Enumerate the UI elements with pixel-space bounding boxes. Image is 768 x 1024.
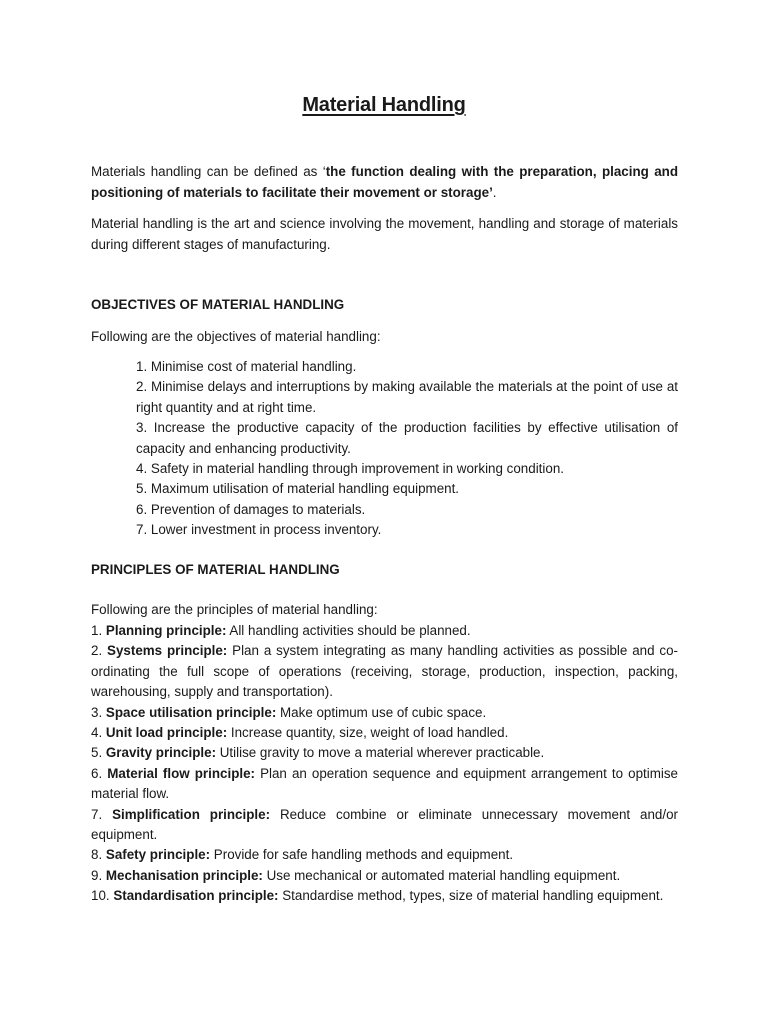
objective-item: 1. Minimise cost of material handling. [136, 359, 357, 374]
principles-lead: Following are the principles of material handling: [91, 602, 378, 617]
intro-definition-prefix: Materials handling can be defined as ‘ [91, 164, 326, 179]
principle-number: 1. [91, 623, 106, 638]
principle-number: 9. [91, 867, 106, 883]
objective-item: 4. Safety in material handling through improvement in working condition. [136, 461, 564, 477]
principle-name: Standardisation principle: [113, 888, 279, 904]
principle-item [91, 743, 678, 763]
principle-number: 7. [91, 806, 113, 822]
principle-item [91, 723, 678, 743]
objective-item: 3. Increase the productive capacity of the production facilities by effective utilisation of capacity and enhancing productivity. [136, 420, 678, 456]
principle-number: 3. [91, 704, 106, 720]
objective-item: 5. Maximum utilisation of material handling equipment. [136, 481, 460, 497]
principle-name: Planning principle: [105, 623, 227, 638]
objectives-lead: Following are the objectives of material handling: [91, 329, 381, 344]
intro-definition-bold: the function dealing with the preparation, placing and positioning of materials to facilitate their movement or storage’ [91, 164, 678, 200]
principle-name: Unit load principle: [105, 725, 228, 741]
principle-name: Space utilisation principle: [105, 704, 277, 720]
principle-text: Standardise method, types, size of material handling equipment. [278, 888, 664, 904]
principle-name: Mechanisation principle: [105, 867, 263, 883]
principle-text: Plan an operation sequence and equipment arrangement to optimise material flow. [91, 765, 679, 802]
principle-number: 4. [91, 725, 106, 741]
objective-item: 7. Lower investment in process inventory. [136, 522, 382, 538]
principle-text: All handling activities should be planned. [226, 623, 471, 638]
principle-text: Use mechanical or automated material handling equipment. [262, 867, 621, 883]
principle-number: 10. [91, 888, 114, 904]
objectives-list [136, 357, 678, 541]
principle-item [91, 805, 678, 846]
principle-number: 8. [91, 847, 106, 863]
objectives-heading: OBJECTIVES OF MATERIAL HANDLING [91, 297, 345, 312]
principle-text: Increase quantity, size, weight of load handled. [227, 725, 509, 741]
principle-text: Make optimum use of cubic space. [276, 704, 487, 720]
principle-text: Utilise gravity to move a material wherever practicable. [216, 745, 545, 761]
principle-item [91, 764, 678, 805]
principles-heading: PRINCIPLES OF MATERIAL HANDLING [91, 562, 340, 577]
principle-item [91, 886, 678, 906]
principle-name: Material flow principle: [107, 765, 256, 781]
principle-item [91, 621, 678, 641]
intro-definition-suffix: . [492, 184, 497, 200]
principle-number: 6. [91, 765, 108, 781]
principle-text: Provide for safe handling methods and equipment. [210, 847, 514, 863]
principle-item [91, 641, 678, 702]
intro-paragraph-definition [91, 162, 678, 203]
principle-name: Safety principle: [105, 847, 211, 863]
principle-name: Simplification principle: [112, 806, 271, 822]
principle-item [91, 845, 678, 865]
principles-list [91, 621, 678, 907]
principle-name: Gravity principle: [105, 745, 217, 761]
principle-number: 5. [91, 745, 106, 761]
principle-item [91, 866, 678, 886]
page-title: Material Handling [302, 94, 466, 116]
principle-text: Reduce combine or eliminate unnecessary movement and/or equipment. [91, 806, 679, 843]
objective-item: 6. Prevention of damages to materials. [136, 501, 366, 517]
principle-text: Plan a system integrating as many handling activities as possible and co-ordinating the full scope of operations (receiving, storage, production, inspection, packing, warehousing, supply and transportation). [91, 643, 679, 700]
objective-item: 2. Minimise delays and interruptions by making available the materials at the point of use at right quantity and at right time. [136, 379, 678, 415]
principle-name: Systems principle: [107, 643, 228, 659]
intro-paragraph-description: Material handling is the art and science involving the movement, handling and storage of materials during different stages of manufacturing. [91, 216, 678, 252]
principle-number: 2. [91, 643, 108, 659]
principle-item [91, 703, 678, 723]
